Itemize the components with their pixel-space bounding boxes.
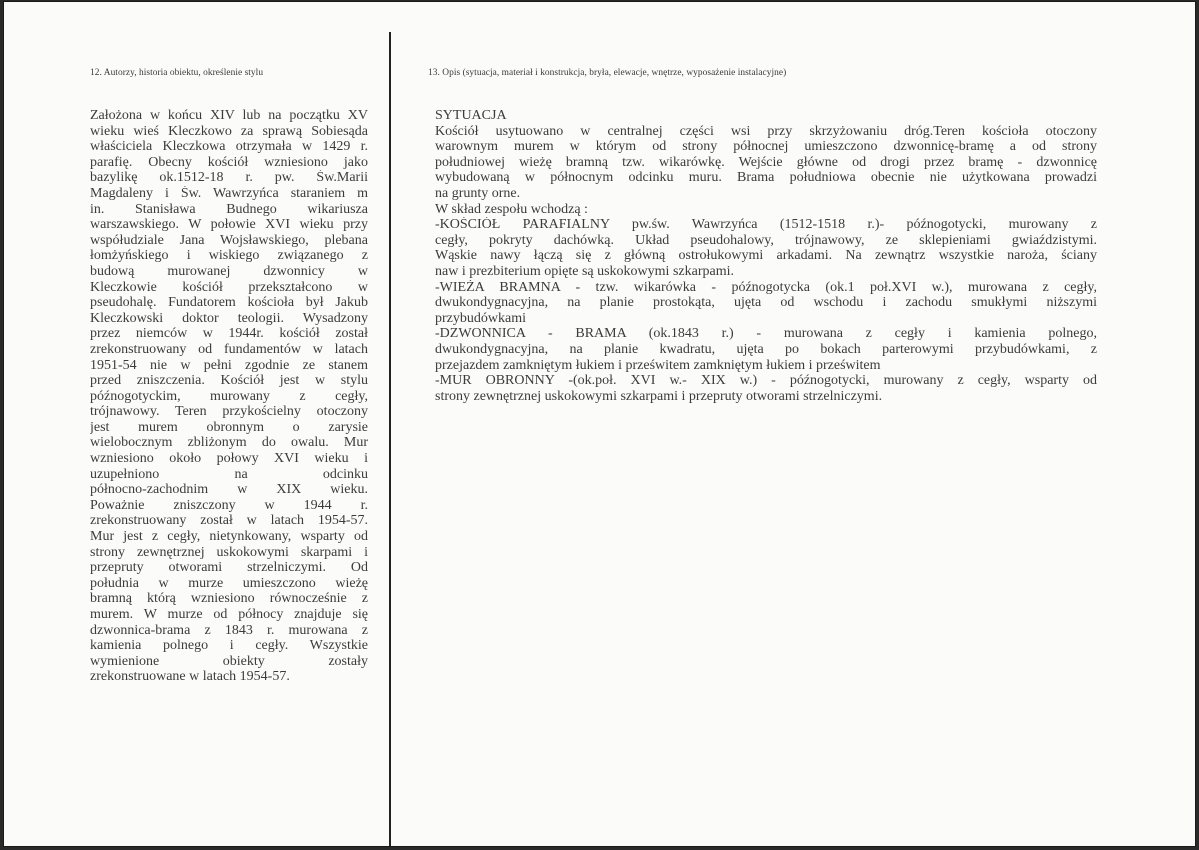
text-line: -KOŚCIÓŁ PARAFIALNY pw.św. Wawrzyńca (1512-1518 r.)- późnogotycki, murowany z bbox=[435, 217, 1097, 233]
text-line: na grunty orne. bbox=[435, 185, 521, 201]
text-line: dzwonnica-brama z 1843 r. murowana z bbox=[90, 622, 368, 638]
text-line: warownym murem w którym od strony północnej umieszczono dzwonnicę-bramę a od strony bbox=[435, 139, 1097, 155]
text-line: in. Stanisława Budnego wikariusza bbox=[90, 201, 368, 217]
left-column-heading: 12. Autorzy, historia obiektu, określenie stylu bbox=[90, 68, 264, 78]
text-line: przez niemców w 1944r. kościół został bbox=[90, 326, 368, 342]
text-line: -DZWONNICA - BRAMA (ok.1843 r.) - murowana z cegły i kamienia polnego, bbox=[435, 326, 1097, 342]
text-line: -WIEŻA BRAMNA - tzw. wikarówka - późnogotycka (ok.1 poł.XVI w.), murowana z cegły, bbox=[435, 279, 1097, 295]
text-line: Kleczkowski doktor teologii. Wysadzony bbox=[90, 310, 368, 326]
text-line: kamienia polnego i cegły. Wszystkie bbox=[90, 638, 368, 654]
text-line: pseudohalę. Fundatorem kościoła był Jakub bbox=[90, 295, 368, 311]
text-line: Kościół usytuowano w centralnej części wsi przy skrzyżowaniu dróg.Teren kościoła otoczony bbox=[435, 123, 1097, 139]
description-text bbox=[435, 108, 1097, 404]
text-line: północno-zachodnim w XIX wieku. bbox=[90, 482, 368, 498]
text-line: strony zewnętrznej uskokowymi skarpami i bbox=[90, 544, 368, 560]
text-line: -MUR OBRONNY -(ok.poł. XVI w.- XIX w.) - późnogotycki, murowany z cegły, wsparty od bbox=[435, 373, 1097, 389]
right-column-heading: 13. Opis (sytuacja, materiał i konstrukcja, bryła, elewacje, wnętrze, wyposażenie instalacyjne) bbox=[428, 68, 787, 78]
text-line: przejazdem zamkniętym łukiem i prześwitem zamkniętym łukiem i prześwitem bbox=[435, 357, 881, 373]
text-line: SYTUACJA bbox=[435, 108, 507, 123]
text-line: przepruty otworami strzelniczymi. Od bbox=[90, 560, 368, 576]
text-line: wybudowaną w północnym odcinku muru. Brama południowa obecnie nie użytkowana prowadzi bbox=[435, 170, 1097, 186]
text-line: bramną którą wzniesiono równocześnie z bbox=[90, 591, 368, 607]
text-line: Poważnie zniszczony w 1944 r. bbox=[90, 497, 368, 513]
text-line: strony zewnętrznej uskokowymi szkarpami i przepruty otworami strzelniczymi. bbox=[435, 388, 883, 404]
text-line: wzniesiono około połowy XVI wieku i bbox=[90, 451, 368, 467]
text-line: współudziale Jana Wojsławskiego, plebana bbox=[90, 232, 368, 248]
text-line: uzupełniono na odcinku bbox=[90, 466, 368, 482]
text-line: łomżyńskiego i wiskiego związanego z bbox=[90, 248, 368, 264]
document-page bbox=[4, 2, 1195, 846]
text-line: Magdaleny i Św. Wawrzyńca staraniem m bbox=[90, 185, 368, 201]
text-line: późnogotyckim, murowany z cegły, bbox=[90, 388, 368, 404]
text-line: naw i prezbiterium opięte są uskokowymi szkarpami. bbox=[435, 263, 734, 279]
text-line: przybudówkami bbox=[435, 310, 526, 326]
history-text bbox=[90, 108, 368, 685]
text-line: Założona w końcu XIV lub na początku XV bbox=[90, 108, 368, 123]
text-line: zrekonstruowane w latach 1954-57. bbox=[90, 669, 290, 685]
text-line: trójnawowy. Teren przykościelny otoczony bbox=[90, 404, 368, 420]
text-line: bazylikę ok.1512-18 r. pw. Św.Marii bbox=[90, 170, 368, 186]
text-line: warszawskiego. W połowie XVI wieku przy bbox=[90, 217, 368, 233]
text-line: południowej wieżę bramną tzw. wikarówkę. Wejście główne od drogi przez bramę - dzwonnicę bbox=[435, 154, 1097, 170]
text-line: W skład zespołu wchodzą : bbox=[435, 201, 588, 217]
text-line: dwukondygnacyjna, na planie prostokąta, ujęta od wschodu i zachodu smukłymi niższymi bbox=[435, 295, 1097, 311]
text-line: południa w murze umieszczono wieżę bbox=[90, 575, 368, 591]
text-line: wieku wieś Kleczkowo za sprawą Sobiesąda bbox=[90, 123, 368, 139]
text-line: murem. W murze od północy znajduje się bbox=[90, 607, 368, 622]
text-line: dwukondygnacyjna, na planie kwadratu, ujęta po bokach parterowymi przybudówkami, z bbox=[435, 341, 1097, 357]
text-line: budową murowanej dzwonnicy w bbox=[90, 263, 368, 279]
text-line: Kleczkowie kościół przekształcono w bbox=[90, 279, 368, 295]
text-line: zrekonstruowany od fundamentów w latach bbox=[90, 341, 368, 357]
text-line: wymienione obiekty zostały bbox=[90, 653, 368, 669]
text-line: zrekonstruowany został w latach 1954-57. bbox=[90, 513, 368, 529]
text-line: Wąskie nawy łączą się z główną ostrołukowymi arkadami. Na zewnątrz wszystkie naroża, ściany bbox=[435, 248, 1097, 264]
text-line: cegły, pokryty dachówką. Układ pseudohalowy, trójnawowy, ze sklepieniami gwiaździstymi. bbox=[435, 232, 1097, 248]
text-line: Mur jest z cegły, nietynkowany, wsparty od bbox=[90, 529, 368, 545]
text-line: jest murem obronnym o zarysie bbox=[90, 419, 368, 435]
text-line: parafię. Obecny kościół wzniesiono jako bbox=[90, 154, 368, 170]
text-line: właściciela Kleczkowa otrzymała w 1429 r. bbox=[90, 139, 368, 155]
column-divider bbox=[389, 32, 391, 846]
text-line: wielobocznym zbliżonym do owalu. Mur bbox=[90, 435, 368, 451]
text-line: przed zniszczenia. Kościół jest w stylu bbox=[90, 373, 368, 389]
text-line: 1951-54 nie w pełni zgodnie ze stanem bbox=[90, 357, 368, 373]
